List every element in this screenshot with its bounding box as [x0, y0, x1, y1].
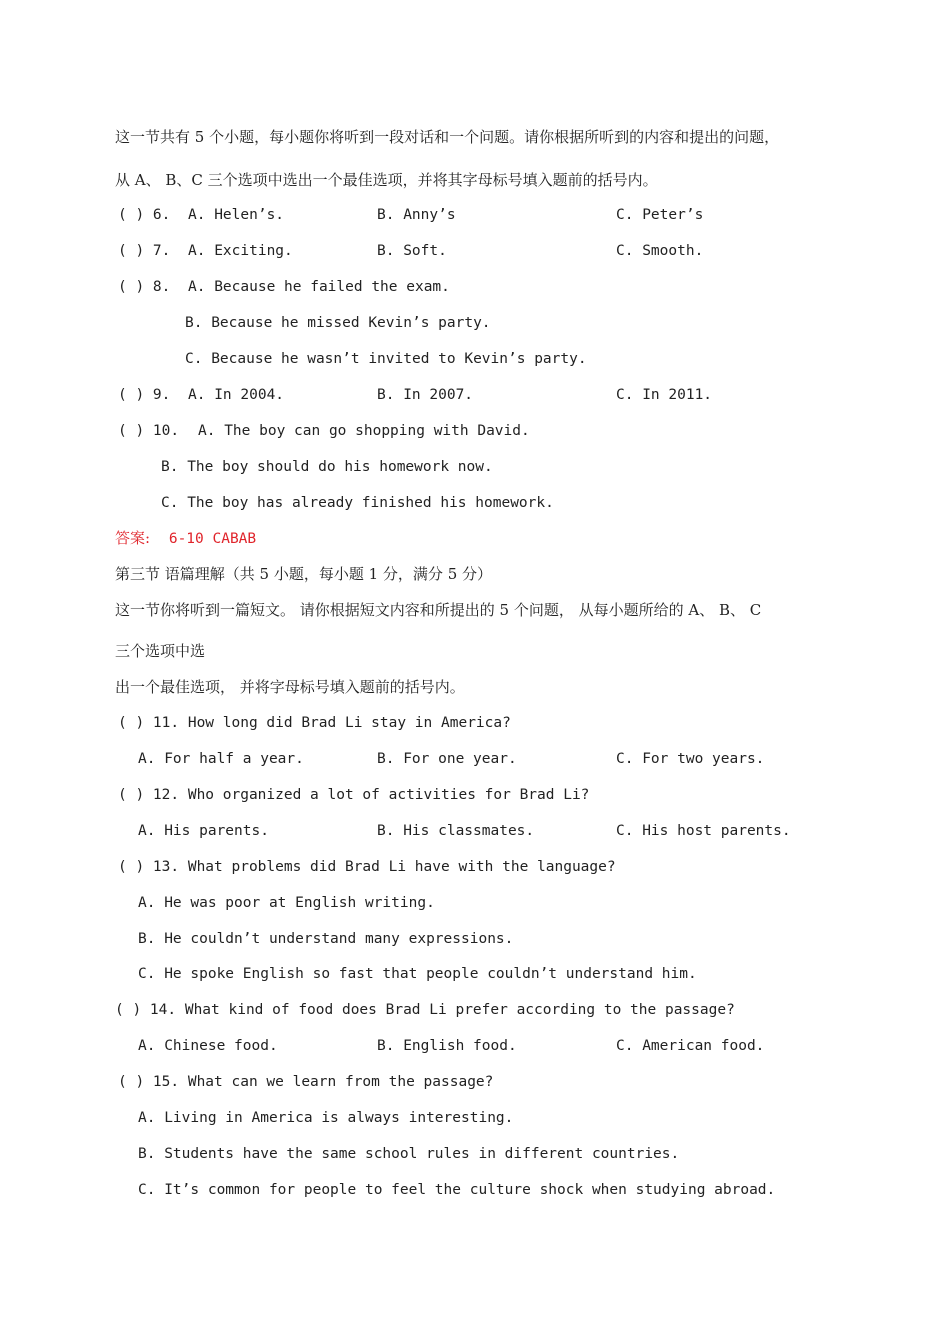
question-7-prefix: ( ) 7.: [118, 243, 171, 259]
question-10-option-c: C. The boy has already finished his homework.: [161, 495, 554, 511]
question-9-option-a: A. In 2004.: [188, 387, 285, 403]
section3-intro-line1: 这一节你将听到一篇短文。 请你根据短文内容和所提出的 5 个问题， 从每小题所给的 A、 B、 C: [115, 601, 762, 619]
question-15-stem: ( ) 15. What can we learn from the passage?: [118, 1074, 494, 1090]
question-15-option-c: C. It’s common for people to feel the culture shock when studying abroad.: [138, 1182, 776, 1198]
question-9-option-b: B. In 2007.: [377, 387, 474, 403]
question-15-option-b: B. Students have the same school rules in different countries.: [138, 1146, 680, 1162]
question-13-stem: ( ) 13. What problems did Brad Li have with the language?: [118, 859, 616, 875]
section3-intro-line2: 三个选项中选: [115, 642, 206, 660]
question-10-prefix: ( ) 10.: [118, 423, 180, 439]
question-9-prefix: ( ) 9.: [118, 387, 171, 403]
answer-label: 答案:: [115, 529, 151, 547]
section2-intro-line1: 这一节共有 5 个小题，每小题你将听到一段对话和一个问题。请你根据所听到的内容和提出的问题，: [115, 128, 780, 146]
question-13-option-a: A. He was poor at English writing.: [138, 895, 435, 911]
question-11-option-b: B. For one year.: [377, 751, 517, 767]
question-6-option-a: A. Helen’s.: [188, 207, 285, 223]
question-14-stem: ( ) 14. What kind of food does Brad Li prefer according to the passage?: [115, 1002, 735, 1018]
question-11-stem: ( ) 11. How long did Brad Li stay in America?: [118, 715, 511, 731]
question-8-option-b: B. Because he missed Kevin’s party.: [185, 315, 491, 331]
section3-intro-line3: 出一个最佳选项， 并将字母标号填入题前的括号内。: [115, 678, 465, 696]
question-7-option-a: A. Exciting.: [188, 243, 293, 259]
answer-value: 6-10 CABAB: [168, 531, 257, 547]
answer-line: [115, 528, 256, 549]
section3-title: 第三节 语篇理解（共 5 小题，每小题 1 分，满分 5 分）: [115, 565, 493, 583]
question-14-option-b: B. English food.: [377, 1038, 517, 1054]
question-12-option-c: C. His host parents.: [616, 823, 791, 839]
question-10-option-a: A. The boy can go shopping with David.: [198, 423, 530, 439]
question-11-option-c: C. For two years.: [616, 751, 765, 767]
question-12-option-a: A. His parents.: [138, 823, 269, 839]
question-9-option-c: C. In 2011.: [616, 387, 713, 403]
question-15-option-a: A. Living in America is always interesting.: [138, 1110, 514, 1126]
question-13-option-b: B. He couldn’t understand many expressions.: [138, 931, 514, 947]
question-12-option-b: B. His classmates.: [377, 823, 535, 839]
question-6-option-c: C. Peter’s: [616, 207, 704, 223]
question-11-option-a: A. For half a year.: [138, 751, 304, 767]
question-14-option-c: C. American food.: [616, 1038, 765, 1054]
question-8-option-c: C. Because he wasn’t invited to Kevin’s party.: [185, 351, 587, 367]
question-7-option-c: C. Smooth.: [616, 243, 704, 259]
question-8-prefix: ( ) 8.: [118, 279, 171, 295]
question-12-stem: ( ) 12. Who organized a lot of activities for Brad Li?: [118, 787, 590, 803]
question-7-option-b: B. Soft.: [377, 243, 447, 259]
question-6-option-b: B. Anny’s: [377, 207, 456, 223]
section2-intro-line2: 从 A、 B、C 三个选项中选出一个最佳选项，并将其字母标号填入题前的括号内。: [115, 171, 658, 189]
question-8-option-a: A. Because he failed the exam.: [188, 279, 450, 295]
question-6-prefix: ( ) 6.: [118, 207, 171, 223]
question-10-option-b: B. The boy should do his homework now.: [161, 459, 493, 475]
question-14-option-a: A. Chinese food.: [138, 1038, 278, 1054]
question-13-option-c: C. He spoke English so fast that people couldn’t understand him.: [138, 966, 697, 982]
